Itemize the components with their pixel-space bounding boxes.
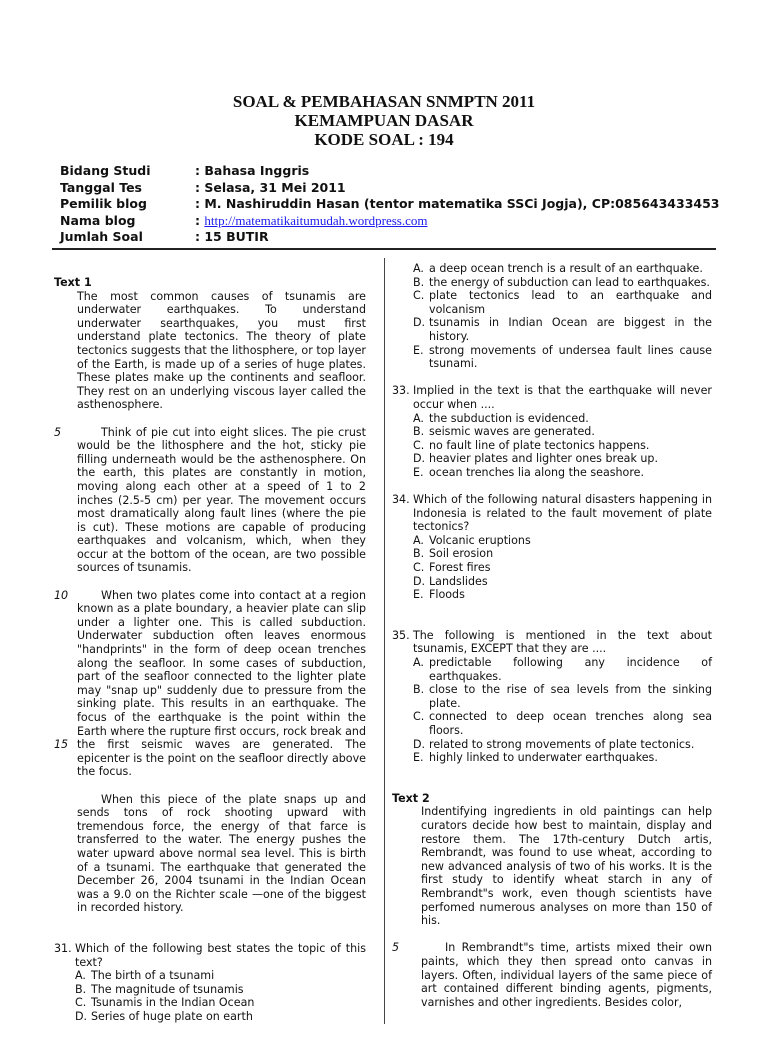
option-b[interactable] — [413, 683, 712, 710]
option-a[interactable] — [413, 262, 712, 276]
option-text: tsunamis in Indian Ocean are biggest in the history. — [429, 316, 712, 343]
question-stem: Implied in the text is that the earthquake will never occur when .... — [413, 384, 712, 411]
info-label: Jumlah Soal — [60, 229, 143, 244]
option-letter: A. — [75, 969, 86, 983]
option-b[interactable] — [413, 276, 712, 290]
text1-heading: Text 1 — [54, 276, 92, 289]
info-value — [195, 213, 427, 230]
info-label: Bidang Studi — [60, 163, 151, 178]
option-letter: B. — [75, 982, 87, 996]
question-32-continued — [392, 262, 712, 371]
paragraph-text: In Rembrandt"s time, artists mixed their own paints, which they then spread onto canvas in layers. Often, individual layers of the same piece of art contained different binding agents, pigments, varnishes and other ingredients. Besides color, — [421, 941, 712, 1009]
option-text: the subduction is evidenced. — [429, 411, 589, 425]
option-b[interactable] — [413, 425, 712, 439]
option-text: Floods — [429, 588, 465, 602]
text2-paragraph-1: Indentifying ingredients in old paintings can help curators decide how best to maintain, display and restore them. The 17th-century Dutch artis, Rembrandt, was found to use wheat, according to new advanced analysis of two of his works. It is the first study to identify wheat starch in any of Rembrandt"s work, even though scientists have perfomed numerous analyses on more than 150 of his. — [421, 805, 712, 928]
info-row-subject — [60, 163, 750, 180]
option-letter: B. — [413, 547, 425, 561]
info-label: Nama blog — [60, 212, 136, 228]
option-letter: C. — [75, 996, 87, 1010]
option-text: related to strong movements of plate tectonics. — [429, 737, 695, 751]
option-text: a deep ocean trench is a result of an earthquake. — [429, 262, 703, 275]
question-number: 35. — [392, 628, 410, 642]
option-letter: A. — [413, 533, 424, 547]
question-stem: Which of the following best states the topic of this text? — [75, 941, 366, 969]
option-b[interactable] — [75, 983, 366, 997]
option-text: connected to deep ocean trenches along sea floors. — [429, 710, 712, 737]
option-e[interactable] — [413, 466, 712, 480]
option-e[interactable] — [413, 344, 712, 371]
option-c[interactable] — [413, 289, 712, 316]
option-a[interactable] — [413, 534, 712, 548]
line-number: 5 — [54, 425, 62, 439]
option-letter: D. — [413, 452, 426, 466]
title-line-2: KEMAMPUAN DASAR — [294, 111, 474, 130]
info-label: Pemilik blog — [60, 196, 147, 211]
option-letter: A. — [413, 262, 424, 275]
line-number-15: 15 — [54, 738, 69, 752]
option-text: heavier plates and lighter ones break up. — [429, 452, 658, 466]
title-line-3: KODE SOAL : 194 — [314, 130, 454, 149]
info-row-date — [60, 180, 750, 197]
text1-paragraph-2 — [54, 425, 366, 576]
text1-paragraph-3 — [54, 588, 366, 779]
option-letter: A. — [413, 411, 424, 425]
option-letter: E. — [413, 465, 424, 479]
option-text: The birth of a tsunami — [91, 969, 215, 983]
text1-paragraph-1: The most common causes of tsunamis are underwater earthquakes. To understand underwater searthquakes, you must first understand plate tectonics. The theory of plate tectonics suggests that the lithosphere, or top layer of the Earth, is made up of a series of huge plates. These plates make up the continents and seafloor. They rest on an underlying viscous layer called the asthenosphere. — [77, 289, 366, 412]
info-row-owner — [60, 196, 750, 213]
option-letter: D. — [413, 316, 426, 330]
info-label: Tanggal Tes — [60, 179, 143, 195]
question-stem: Which of the following natural disasters happening in Indonesia is related to the fault movement of plate tectonics? — [413, 493, 712, 534]
option-e[interactable] — [413, 588, 712, 602]
option-text: Volcanic eruptions — [429, 533, 531, 547]
blog-prefix: : — [195, 212, 205, 228]
option-a[interactable] — [75, 969, 366, 983]
option-letter: E. — [413, 751, 424, 765]
line-number: 5 — [392, 941, 400, 955]
option-text: close to the rise of sea levels from the sinking plate. — [429, 683, 712, 710]
question-33 — [392, 384, 712, 479]
question-31 — [54, 942, 366, 1024]
option-letter: B. — [413, 275, 425, 289]
option-letter: E. — [413, 588, 424, 602]
option-a[interactable] — [413, 412, 712, 426]
option-d[interactable] — [413, 316, 712, 343]
question-35 — [392, 629, 712, 765]
option-text: highly linked to underwater earthquakes. — [429, 751, 658, 765]
option-text: ocean trenches lia along the seashore. — [429, 465, 645, 479]
option-text: the energy of subduction can lead to earthquakes. — [429, 275, 710, 289]
option-d[interactable] — [413, 575, 712, 589]
paragraph-text: Think of pie cut into eight slices. The pie crust would be the lithosphere and the hot, sticky pie filling underneath would be the asthenosphere. On the earth, this plates are constantly in motion, moving along each other at a speed of 1 to 2 inches (2.5-5 cm) per year. The movement occurs most dramatically along fault lines (where the pie is cut). These motions are capable of producing earthquakes and volcanism, which, when they occur at the bottom of the ocean, are two possible sources of tsunamis. — [77, 425, 366, 575]
left-column — [54, 276, 366, 1037]
question-number: 33. — [392, 384, 410, 398]
option-letter: D. — [413, 574, 426, 588]
text2-paragraph-2 — [392, 941, 712, 1009]
option-letter: B. — [413, 425, 425, 439]
option-text: no fault line of plate tectonics happens. — [429, 438, 650, 452]
paragraph-text: When two plates come into contact at a region known as a plate boundary, a heavier plate can slip under a lighter one. This is called subduction. Underwater subduction often leaves enormous "handprints" in the form of deep ocean trenches along the seafloor. In some cases of subduction, part of the seafloor connected to the lighter plate may "snap up" suddenly due to pressure from the sinking plate. This results in an earthquake. The focus of the earthquake is the point within the Earth where the rupture first occurs, rock break — [77, 588, 366, 738]
option-text: seismic waves are generated. — [429, 425, 595, 439]
question-stem: The following is mentioned in the text about tsunamis, EXCEPT that they are .... — [413, 628, 712, 656]
option-a[interactable] — [413, 656, 712, 683]
info-value: : M. Nashiruddin Hasan (tentor matematika SSCi Jogja), CP:085643433453 — [195, 196, 720, 211]
exam-info — [60, 163, 750, 246]
option-text: Series of huge plate on earth — [91, 1009, 253, 1023]
option-letter: C. — [413, 438, 425, 452]
option-letter: E. — [413, 343, 424, 357]
option-text: Soil erosion — [429, 547, 494, 561]
option-c[interactable] — [413, 710, 712, 737]
question-number: 34. — [392, 493, 410, 507]
option-c[interactable] — [413, 561, 712, 575]
document-title — [0, 92, 768, 149]
option-letter: A. — [413, 656, 424, 670]
option-text: strong movements of undersea fault lines cause tsunami. — [429, 343, 712, 371]
paragraph-text-cont: and the first seismic waves are generated. The epicenter is the point on the seafloor directly above the focus. — [77, 724, 366, 779]
info-row-count — [60, 229, 750, 246]
text1-paragraph-4: When this piece of the plate snaps up and sends tons of rock shooting upward with tremendous force, the energy of that farce is transferred to the water. The energy pushes the water upward above normal sea level. This is birth of a tsunami. The earthquake that generated the December 26, 2004 tsunami in the Indian Ocean was a 9.0 on the Richter scale —one of the biggest in recorded history. — [77, 792, 366, 915]
question-34 — [392, 493, 712, 602]
info-value: : Selasa, 31 Mei 2011 — [195, 179, 346, 195]
option-letter: D. — [413, 737, 426, 751]
text2-heading: Text 2 — [392, 791, 430, 805]
option-d[interactable] — [413, 452, 712, 466]
option-e[interactable] — [413, 751, 712, 765]
option-c[interactable] — [413, 439, 712, 453]
option-b[interactable] — [413, 547, 712, 561]
option-text: The magnitude of tsunamis — [91, 982, 244, 996]
blog-link[interactable]: http://matematikaitumudah.wordpress.com — [204, 212, 428, 228]
info-value: : 15 BUTIR — [195, 229, 269, 244]
option-letter: C. — [413, 561, 425, 575]
title-line-1: SOAL & PEMBAHASAN SNMPTN 2011 — [232, 92, 536, 111]
option-text: predictable following any incidence of earthquakes. — [429, 656, 712, 683]
option-letter: C. — [413, 289, 425, 303]
line-number: 10 — [54, 588, 69, 602]
option-c[interactable] — [75, 996, 366, 1010]
option-d[interactable] — [413, 738, 712, 752]
option-letter: D. — [75, 1009, 88, 1023]
info-row-blog — [60, 213, 750, 230]
option-text: plate tectonics lead to an earthquake and volcanism — [429, 289, 712, 316]
option-text: Landslides — [429, 574, 488, 588]
info-value: : Bahasa Inggris — [195, 163, 310, 178]
option-letter: B. — [413, 683, 425, 697]
question-number: 31. — [54, 941, 72, 955]
text2-section — [392, 792, 712, 1010]
option-text: Tsunamis in the Indian Ocean — [91, 996, 255, 1010]
option-d[interactable] — [75, 1010, 366, 1024]
right-column — [392, 262, 712, 1023]
header-rule — [52, 248, 716, 250]
option-letter: C. — [413, 710, 425, 724]
option-text: Forest fires — [429, 561, 491, 575]
column-divider — [384, 258, 385, 1024]
